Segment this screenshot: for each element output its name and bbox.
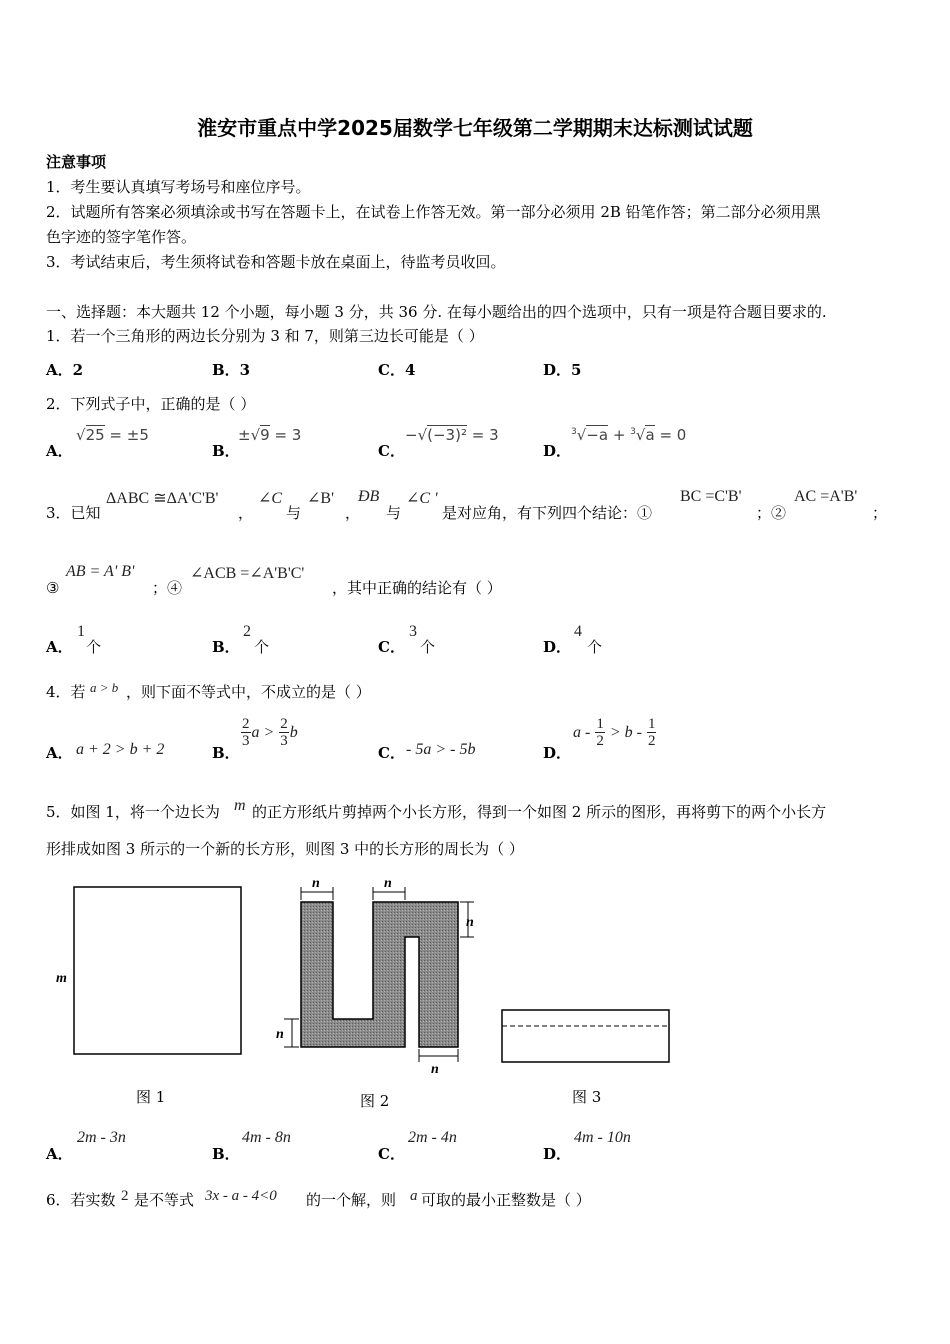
notice-item: 2．试题所有答案必须填涂或书写在答题卡上，在试卷上作答无效。第一部分必须用 2B 铅笔作答；第二部分必须用黑 xyxy=(46,203,821,221)
plus-sign: + xyxy=(608,426,631,444)
q4-option-d-expr xyxy=(573,716,657,749)
root-index: 3 xyxy=(630,427,636,437)
q3-num: 3．已知 xyxy=(46,504,101,522)
question-1-stem: 1．若一个三角形的两边长分别为 3 和 7，则第三边长可能是（ ） xyxy=(46,327,484,345)
q3-punct: ， xyxy=(238,504,254,522)
expr-part: b xyxy=(289,724,298,741)
q1-option-b[interactable]: B．3 xyxy=(212,361,251,379)
q6-mid: 是不等式 xyxy=(134,1191,195,1209)
q4-option-c[interactable]: C． xyxy=(378,744,405,762)
q3-punct: ；④ xyxy=(152,579,183,597)
q3-option-unit: 个 xyxy=(587,638,603,656)
q5-var-m: m xyxy=(234,797,246,814)
root-index: 3 xyxy=(571,427,577,437)
fraction xyxy=(595,716,605,749)
question-2-stem: 2．下列式子中，正确的是（ ） xyxy=(46,395,256,413)
q3-circle-3: ③ xyxy=(46,579,60,597)
q6-var: a xyxy=(410,1188,418,1204)
q4-option-d[interactable]: D． xyxy=(543,744,572,762)
q3-congruence: ΔABC ≅ΔA'C'B' xyxy=(106,490,219,507)
q3-punct: ， xyxy=(345,504,361,522)
q3-corr-text: 是对应角，有下列四个结论：① xyxy=(442,504,653,522)
q3-option-c[interactable]: C． xyxy=(378,638,405,656)
fig1-square xyxy=(74,887,241,1054)
q4-condition: a > b xyxy=(90,680,119,695)
notice-item: 色字迹的签字笔作答。 xyxy=(46,228,197,246)
q3-word: 与 xyxy=(386,504,402,522)
expr-rest: = 0 xyxy=(654,426,687,444)
q3-angle-b1: ∠B' xyxy=(307,490,334,507)
expr-part: > b - xyxy=(605,724,646,741)
fig2-caption: 图 2 xyxy=(360,1092,390,1110)
q6-mid2: 的一个解，则 xyxy=(306,1191,397,1209)
q5-option-c[interactable]: C． xyxy=(378,1145,405,1163)
q3-option-d[interactable]: D． xyxy=(543,638,572,656)
q5-option-b[interactable]: B． xyxy=(212,1145,240,1163)
q6-inequality: 3x - a - 4<0 xyxy=(205,1188,277,1204)
q5-option-b-expr: 4m - 8n xyxy=(242,1129,291,1146)
q4-option-b-expr xyxy=(240,716,298,749)
notice-item: 3．考试结束后，考生须将试卷和答题卡放在桌面上，待监考员收回。 xyxy=(46,253,506,271)
fraction xyxy=(241,716,251,749)
q2-option-b-expr: ±√9 = 3 xyxy=(238,426,302,444)
denominator: 3 xyxy=(242,733,250,749)
expr-part: a - xyxy=(573,724,595,741)
q3-punct: ；② xyxy=(756,504,787,522)
q2-option-c[interactable]: C． xyxy=(378,442,405,460)
q4-stem-post: ，则下面不等式中，不成立的是（ ） xyxy=(126,683,371,701)
q5-line2: 形排成如图 3 所示的一个新的长方形，则图 3 中的长方形的周长为（ ） xyxy=(46,840,524,858)
fraction xyxy=(279,716,289,749)
radicand: 25 xyxy=(85,426,105,444)
fig2-shape xyxy=(301,902,458,1047)
fig2-n-label: n xyxy=(384,876,392,891)
q3-conclusion-4: ∠ACB =∠A'B'C' xyxy=(190,565,305,582)
fig2-n-label: n xyxy=(276,1027,284,1042)
q3-option-b[interactable]: B． xyxy=(212,638,240,656)
numerator: 1 xyxy=(647,716,656,732)
q4-option-a-expr: a + 2 > b + 2 xyxy=(76,741,165,758)
radicand: 9 xyxy=(260,426,270,444)
q3-conclusion-1: BC =C'B' xyxy=(680,488,742,505)
q6-num: 2 xyxy=(121,1188,129,1204)
expr-rest: = 3 xyxy=(466,426,499,444)
q5-option-d-expr: 4m - 10n xyxy=(574,1129,631,1146)
q2-option-a-expr: √25 = ±5 xyxy=(76,426,149,444)
radicand: (−3)² xyxy=(427,426,467,444)
q6-pre: 6．若实数 xyxy=(46,1191,116,1209)
expr-prefix: − xyxy=(405,426,418,444)
q3-option-c-num: 3 xyxy=(409,623,417,640)
q4-option-b[interactable]: B． xyxy=(212,744,240,762)
q3-angle-b2: ÐB xyxy=(358,488,380,505)
q5-option-c-expr: 2m - 4n xyxy=(408,1129,457,1146)
q4-stem-pre: 4．若 xyxy=(46,683,86,701)
page-title: 淮安市重点中学2025届数学七年级第二学期期末达标测试试题 xyxy=(197,116,753,140)
expr-prefix: ± xyxy=(238,426,251,444)
q5-option-a[interactable]: A． xyxy=(46,1145,73,1163)
q3-word: 与 xyxy=(286,504,302,522)
q2-option-c-expr: −√(−3)² = 3 xyxy=(405,426,499,444)
fig2-n-label: n xyxy=(312,876,320,891)
q1-option-a[interactable]: A．2 xyxy=(46,361,84,379)
expr-rest: = ±5 xyxy=(104,426,149,444)
q5-option-a-expr: 2m - 3n xyxy=(77,1129,126,1146)
q3-punct: ； xyxy=(872,504,888,522)
denominator: 2 xyxy=(647,733,656,749)
radicand: −a xyxy=(586,426,609,444)
q1-option-d[interactable]: D．5 xyxy=(543,361,582,379)
fig1-caption: 图 1 xyxy=(136,1088,166,1106)
q3-option-a-num: 1 xyxy=(77,623,85,640)
fig1-side-label: m xyxy=(56,971,67,986)
q4-option-a[interactable]: A． xyxy=(46,744,73,762)
fig2-n-label: n xyxy=(431,1062,439,1077)
notice-heading: 注意事项 xyxy=(46,153,107,171)
q5-line1-post: 的正方形纸片剪掉两个小长方形，得到一个如图 2 所示的图形，再将剪下的两个小长方 xyxy=(252,803,827,821)
q2-option-d-expr: $^3$√−a + $^3$√a = 0 xyxy=(571,426,687,444)
fig3-caption: 图 3 xyxy=(572,1088,602,1106)
q3-option-unit: 个 xyxy=(254,638,270,656)
q2-option-a[interactable]: A． xyxy=(46,442,73,460)
fig2-n-label: n xyxy=(466,915,474,930)
section-heading: 一、选择题：本大题共 12 个小题，每小题 3 分，共 36 分. 在每小题给出的四个选项中，只有一项是符合题目要求的. xyxy=(46,303,827,321)
q3-angle-c2: ∠C ' xyxy=(406,490,438,507)
expr-part: a > xyxy=(251,724,279,741)
q5-option-d[interactable]: D． xyxy=(543,1145,572,1163)
notice-item: 1．考生要认真填写考场号和座位序号。 xyxy=(46,178,311,196)
q3-option-a[interactable]: A． xyxy=(46,638,73,656)
q1-option-c[interactable]: C．4 xyxy=(378,361,416,379)
q4-option-c-expr: - 5a > - 5b xyxy=(406,741,476,758)
fig3-rectangle xyxy=(502,1010,669,1062)
q3-angle-c: ∠C xyxy=(258,490,283,507)
q2-option-b[interactable]: B． xyxy=(212,442,240,460)
q3-conclusion-2: AC =A'B' xyxy=(794,488,858,505)
numerator: 2 xyxy=(242,716,250,732)
q3-option-unit: 个 xyxy=(86,638,102,656)
numerator: 1 xyxy=(596,716,604,732)
q6-post: 可取的最小正整数是（ ） xyxy=(421,1191,591,1209)
q3-conclusion-3: AB = A' B' xyxy=(66,563,135,580)
q5-figures xyxy=(40,870,690,1120)
numerator: 2 xyxy=(280,716,288,732)
q2-option-d[interactable]: D． xyxy=(543,442,572,460)
denominator: 3 xyxy=(280,733,288,749)
fraction xyxy=(647,716,657,749)
radicand: a xyxy=(645,426,655,444)
q3-option-unit: 个 xyxy=(420,638,436,656)
q3-option-d-num: 4 xyxy=(574,623,582,640)
q5-line1-pre: 5．如图 1，将一个边长为 xyxy=(46,803,220,821)
expr-rest: = 3 xyxy=(269,426,302,444)
q3-tail: ，其中正确的结论有（ ） xyxy=(332,579,502,597)
denominator: 2 xyxy=(596,733,604,749)
q3-option-b-num: 2 xyxy=(243,623,251,640)
